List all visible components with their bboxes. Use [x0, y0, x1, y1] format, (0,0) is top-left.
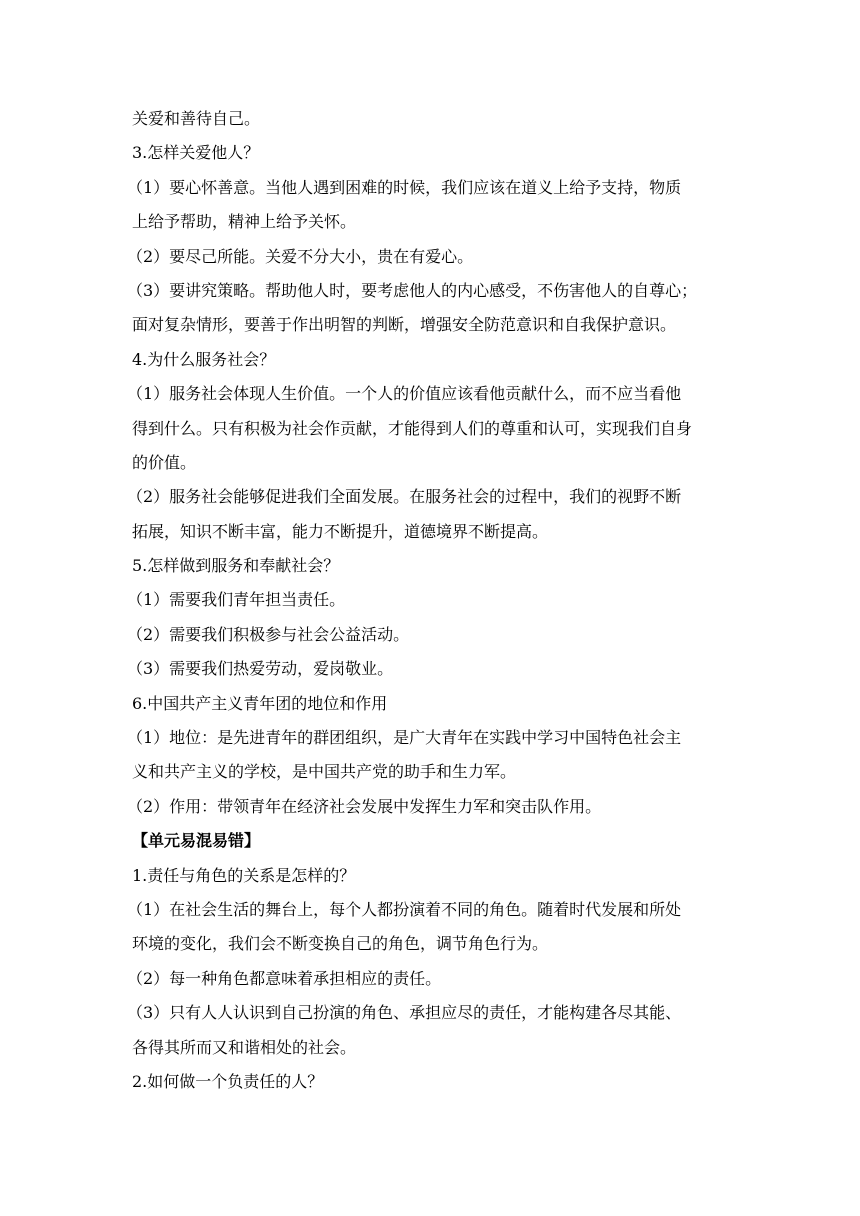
text-line: 得到什么。只有积极为社会作贡献，才能得到人们的尊重和认可，实现我们自身 [132, 418, 693, 438]
text-line: 3.怎样关爱他人？ [132, 143, 260, 163]
text-line: 关爱和善待自己。 [132, 109, 261, 128]
text-line: （2）每一种角色都意味着承担相应的责任。 [127, 968, 442, 988]
text-line: （3）只有人人认识到自己扮演的角色、承担应尽的责任，才能构建各尽其能、 [127, 1003, 682, 1023]
text-line: 的价值。 [132, 452, 197, 472]
text-line: 义和共产主义的学校，是中国共产党的助手和生力军。 [132, 762, 517, 782]
text-line: 拓展，知识不断丰富，能力不断提升，道德境界不断提高。 [132, 521, 549, 541]
text-line: 5.怎样做到服务和奉献社会？ [132, 556, 340, 576]
text-line: 上给予帮助，精神上给予关怀。 [132, 212, 357, 232]
text-line: （1）地位：是先进青年的群团组织，是广大青年在实践中学习中国特色社会主 [127, 728, 682, 748]
text-line: （1）服务社会体现人生价值。一个人的价值应该看他贡献什么，而不应当看他 [127, 384, 682, 404]
text-line: （2）服务社会能够促进我们全面发展。在服务社会的过程中，我们的视野不断 [127, 487, 682, 507]
text-line: （2）需要我们积极参与社会公益活动。 [127, 624, 410, 644]
text-line: （1）需要我们青年担当责任。 [127, 590, 346, 610]
text-line: （2）要尽己所能。关爱不分大小，贵在有爱心。 [127, 246, 474, 266]
text-line: 各得其所而又和谐相处的社会。 [132, 1037, 357, 1057]
text-line: （2）作用：带领青年在经济社会发展中发挥生力军和突击队作用。 [127, 796, 602, 816]
document-page [127, 102, 732, 1099]
text-line: 面对复杂情形，要善于作出明智的判断，增强安全防范意识和自我保护意识。 [132, 315, 677, 335]
section-heading: 【单元易混易错】 [132, 831, 261, 851]
text-line: （3）需要我们热爱劳动，爱岗敬业。 [127, 659, 394, 679]
text-line: （3）要讲究策略。帮助他人时，要考虑他人的内心感受，不伤害他人的自尊心； [127, 280, 698, 300]
text-line: （1）要心怀善意。当他人遇到困难的时候，我们应该在道义上给予支持，物质 [127, 177, 682, 197]
text-line: 2.如何做一个负责任的人？ [132, 1071, 324, 1091]
text-line: 1.责任与角色的关系是怎样的？ [132, 865, 356, 885]
text-line: 环境的变化，我们会不断变换自己的角色，调节角色行为。 [132, 934, 549, 954]
text-line: （1）在社会生活的舞台上，每个人都扮演着不同的角色。随着时代发展和所处 [127, 899, 682, 919]
text-line: 4.为什么服务社会？ [132, 349, 276, 369]
text-line: 6.中国共产主义青年团的地位和作用 [132, 693, 388, 713]
